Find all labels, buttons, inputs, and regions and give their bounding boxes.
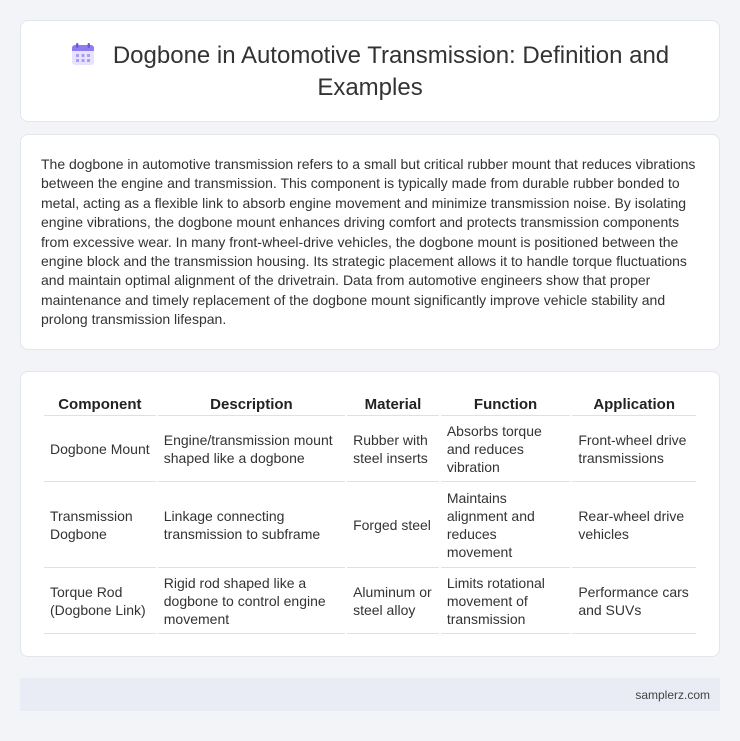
- intro-paragraph: The dogbone in automotive transmission refers to a small but critical rubber mount that reduces vibrations between the engine and transmission. This component is typically made from durable rubber bonded to metal, acting as a flexible link to absorb engine movement and minimize transmission noise. By isolating engine vibrations, the dogbone mount enhances driving comfort and protects transmission components from excessive wear. In many front-wheel-drive vehicles, the dogbone mount is positioned between the engine block and the transmission housing. Its strategic placement allows it to handle torque fluctuations and maintain optimal alignment of the drivetrain. Data from automotive engineers show that proper maintenance and timely replacement of the dogbone mount significantly improve vehicle stability and prolong transmission lifespan.: [41, 156, 696, 328]
- table-row: [44, 568, 696, 634]
- cell-application: Rear-wheel drive vehicles: [572, 482, 696, 568]
- cell-function: Absorbs torque and reduces vibration: [441, 416, 570, 482]
- intro-card: [20, 134, 720, 350]
- cell-description: Rigid rod shaped like a dogbone to control engine movement: [158, 568, 345, 634]
- footer-site-link[interactable]: samplerz.com: [635, 687, 710, 702]
- table-row: [44, 482, 696, 568]
- cell-component: Torque Rod (Dogbone Link): [44, 568, 156, 634]
- components-table: [42, 392, 698, 634]
- cell-description: Linkage connecting transmission to subframe: [158, 482, 345, 568]
- cell-function: Limits rotational movement of transmission: [441, 568, 570, 634]
- cell-application: Front-wheel drive transmissions: [572, 416, 696, 482]
- cell-application: Performance cars and SUVs: [572, 568, 696, 634]
- header-function: Function: [441, 392, 570, 416]
- cell-material: Forged steel: [347, 482, 439, 568]
- footer: [20, 678, 720, 711]
- page-title-text: Dogbone in Automotive Transmission: Definition and Examples: [112, 41, 670, 101]
- title-card: [20, 20, 720, 122]
- cell-description: Engine/transmission mount shaped like a dogbone: [158, 416, 345, 482]
- cell-material: Rubber with steel inserts: [347, 416, 439, 482]
- cell-component: Transmission Dogbone: [44, 482, 156, 568]
- header-description: Description: [158, 392, 345, 416]
- table-card: [20, 371, 720, 657]
- header-material: Material: [347, 392, 439, 416]
- header-application: Application: [572, 392, 696, 416]
- table-header-row: [44, 392, 696, 416]
- cell-function: Maintains alignment and reduces movement: [441, 482, 570, 568]
- page-title: [51, 41, 689, 102]
- header-component: Component: [44, 392, 156, 416]
- table-row: [44, 416, 696, 482]
- cell-material: Aluminum or steel alloy: [347, 568, 439, 634]
- cell-component: Dogbone Mount: [44, 416, 156, 482]
- calendar-icon: [71, 42, 95, 73]
